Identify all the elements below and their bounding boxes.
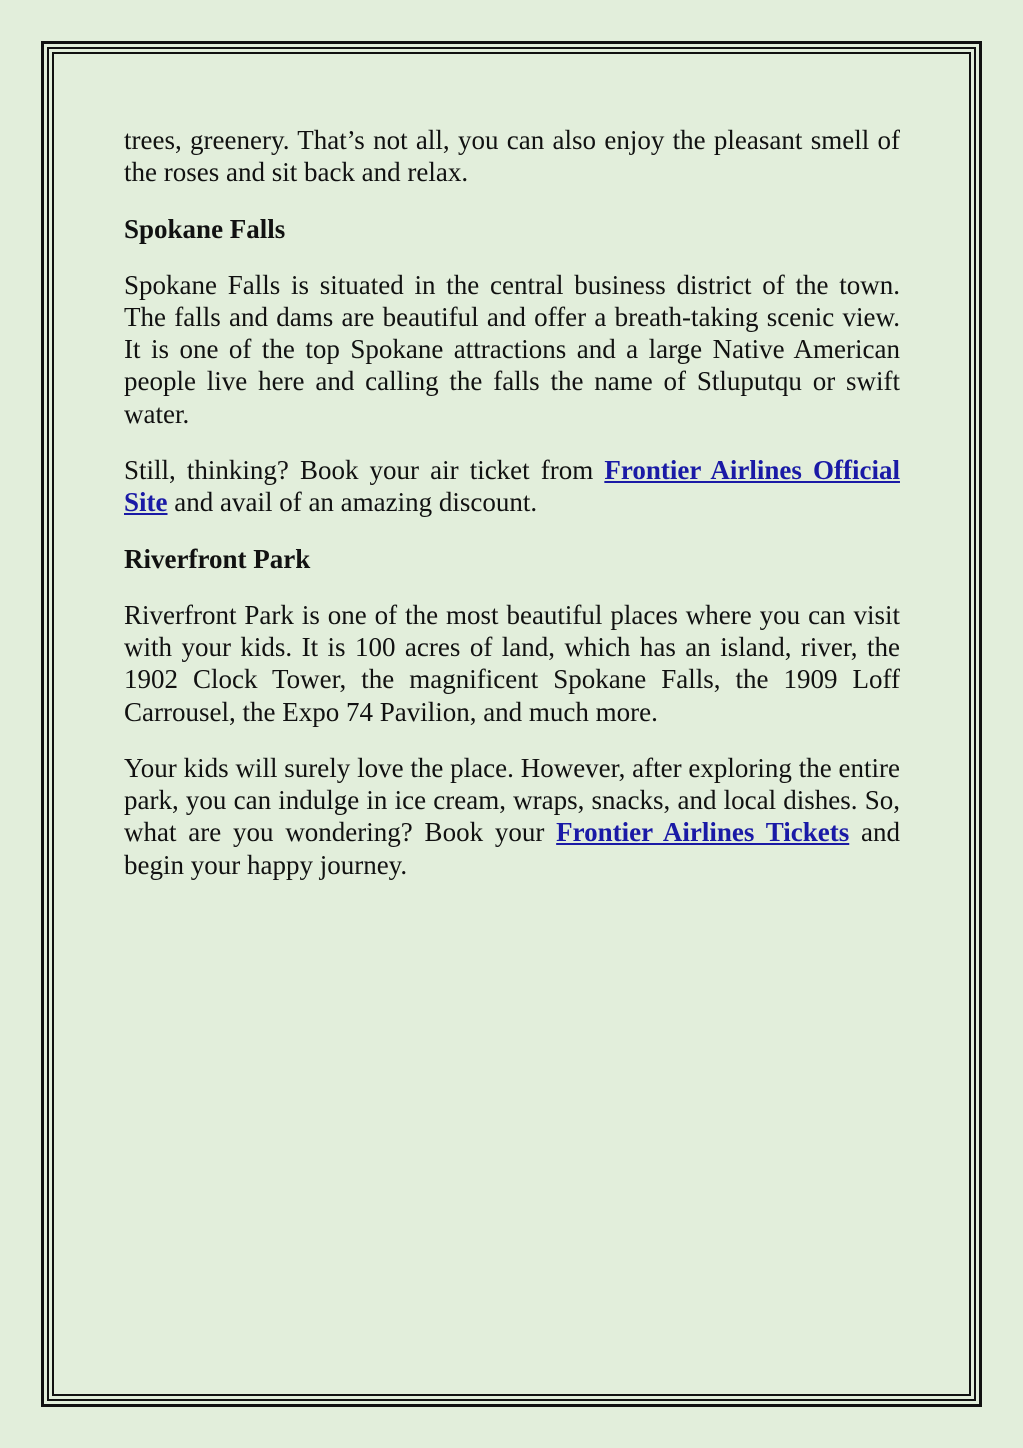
spokane-falls-cta-paragraph [124, 454, 900, 519]
riverfront-park-heading: Riverfront Park [124, 543, 311, 574]
cta-text-before: Your kids will surely love the place. However, after exploring the entire park, you can indulge in ice cream, wraps, snacks, and local dishes. So, what are you wondering? Book your [124, 752, 900, 848]
spokane-falls-heading: Spokane Falls [124, 213, 286, 244]
cta-text-before: Still, thinking? Book your air ticket from [124, 455, 605, 486]
cta-text-after: and avail of an amazing discount. [167, 487, 538, 518]
cta-text-after: and begin your happy journey. [124, 817, 901, 880]
spokane-falls-paragraph: Spokane Falls is situated in the central business district of the town. The falls and dams are beautiful and offer a breath-taking scenic view. It is one of the top Spokane attractions and a large Native American people live here and calling the falls the name of Stluputqu or swift water. [124, 269, 900, 429]
intro-paragraph: trees, greenery. That’s not all, you can also enjoy the pleasant smell of the roses and sit back and relax. [124, 125, 900, 188]
riverfront-park-cta-paragraph [124, 752, 900, 881]
document-body [124, 124, 900, 905]
frontier-official-site-link[interactable]: Frontier Airlines Official Site [124, 455, 900, 518]
riverfront-park-paragraph: Riverfront Park is one of the most beautiful places where you can visit with your kids. It is 100 acres of land, which has an island, river, the 1902 Clock Tower, the magnificent Spokane Falls, the 1909 Loff Carrousel, the Expo 74 Pavilion, and much more. [124, 599, 900, 727]
frontier-tickets-link[interactable]: Frontier Airlines Tickets [556, 817, 850, 848]
